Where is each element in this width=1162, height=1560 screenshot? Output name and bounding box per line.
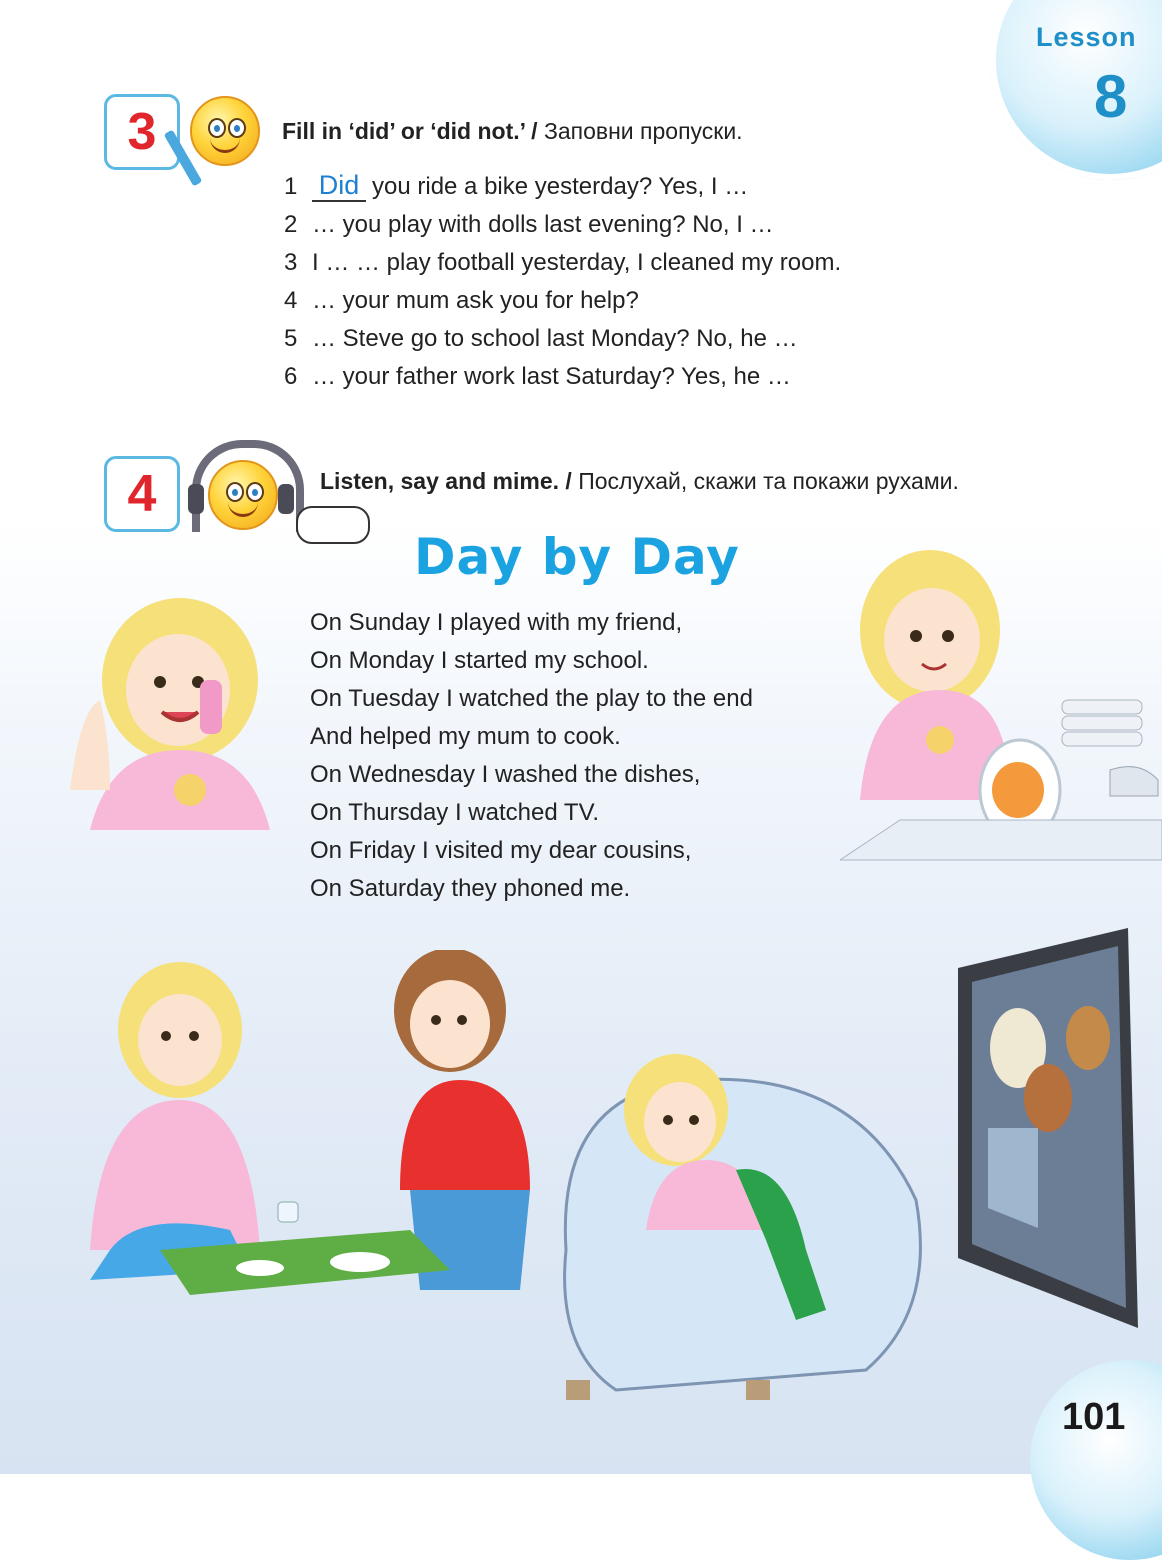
girl-phoning-illustration — [50, 590, 280, 830]
list-item: 4 … your mum ask you for help? — [284, 287, 639, 314]
exercise-3-number: 3 — [104, 94, 180, 170]
girl-washing-dishes-illustration — [840, 540, 1162, 870]
instruction-ukrainian: Заповни пропуски. — [543, 118, 743, 144]
list-item: 6 … your father work last Saturday? Yes, he … — [284, 363, 791, 390]
girls-board-game-illustration — [30, 950, 590, 1310]
lyric-line: On Thursday I watched TV. — [310, 799, 600, 826]
answer-blank[interactable]: Did — [312, 170, 366, 202]
exercise-4-instruction — [320, 468, 959, 495]
lyric-line: On Wednesday I washed the dishes, — [310, 761, 701, 788]
exercise-4-number: 4 — [104, 456, 180, 532]
exercise-3-instruction — [282, 118, 743, 145]
lyric-line: On Tuesday I watched the play to the end — [310, 685, 753, 712]
lyric-line: On Friday I visited my dear cousins, — [310, 837, 692, 864]
speech-bubble-icon — [296, 506, 370, 544]
song-title: Day by Day — [414, 528, 740, 586]
exercise-3-list — [284, 168, 841, 396]
lyric-line: And helped my mum to cook. — [310, 723, 621, 750]
list-item: 5 … Steve go to school last Monday? No, he … — [284, 325, 798, 352]
list-item: 2 … you play with dolls last evening? No, I … — [284, 211, 774, 238]
headphone-ear-right — [278, 484, 294, 514]
list-item: 1 Did you ride a bike yesterday? Yes, I … — [284, 170, 749, 200]
instruction-ukrainian: Послухай, скажи та покажи рухами. — [578, 468, 959, 494]
tv-illustration — [958, 928, 1148, 1328]
instruction-english: Listen, say and mime. / — [320, 468, 572, 494]
lesson-number: 8 — [1094, 63, 1128, 130]
instruction-english: Fill in ‘did’ or ‘did not.’ / — [282, 118, 538, 144]
lyric-line: On Sunday I played with my friend, — [310, 609, 683, 636]
lesson-label: Lesson — [1036, 22, 1137, 52]
headphone-ear-left — [188, 484, 204, 514]
lyric-line: On Monday I started my school. — [310, 647, 649, 674]
girl-armchair-illustration — [536, 1050, 936, 1400]
page-number: 101 — [1062, 1396, 1126, 1438]
list-item: 3 I … … play football yesterday, I cleaned my room. — [284, 249, 842, 276]
smiley-listening-icon — [208, 460, 278, 530]
song-lyrics — [310, 604, 753, 908]
lyric-line: On Saturday they phoned me. — [310, 875, 631, 902]
smiley-writing-icon — [190, 96, 260, 166]
